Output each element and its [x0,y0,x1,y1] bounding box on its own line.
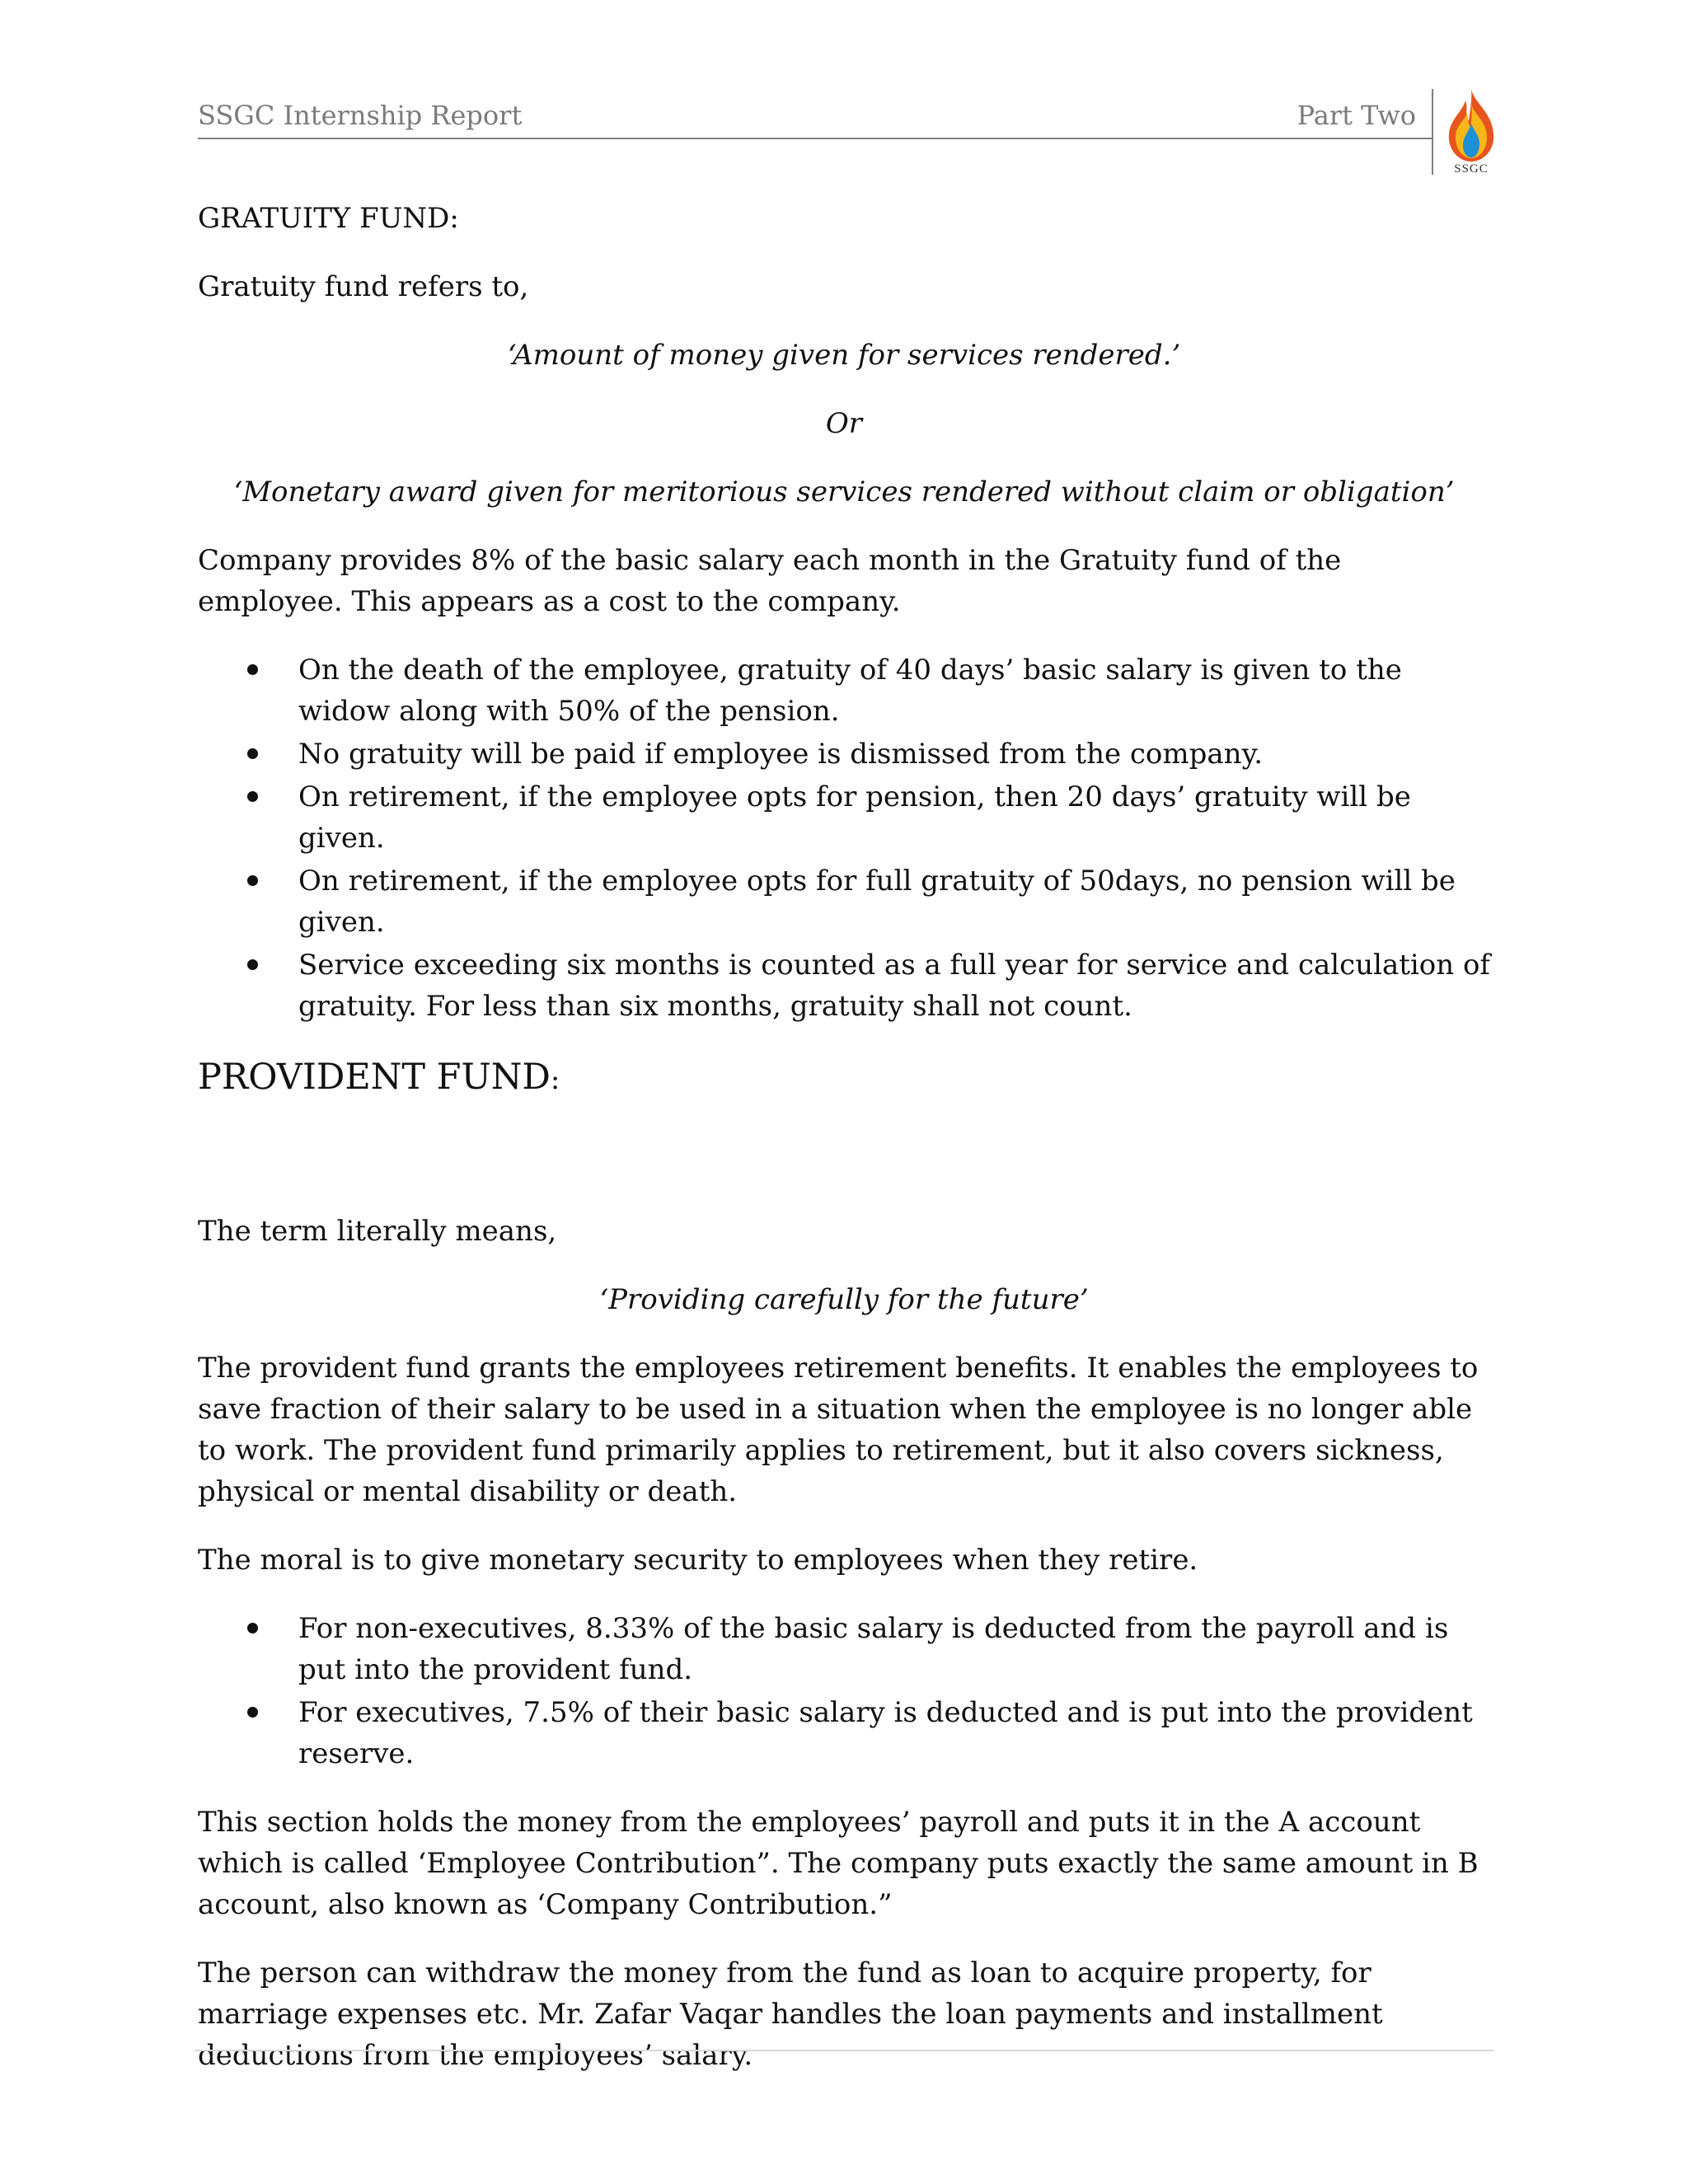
list-item: For non-executives, 8.33% of the basic salary is deducted from the payroll and is put into the provident fund. [198,1608,1490,1690]
provident-paragraph-1: The provident fund grants the employees retirement benefits. It enables the employees to save fraction of their salary to be used in a situation when the employee is no longer able to work. The provident fund primarily applies to retirement, but it also covers sickness, physical or mental disability or death. [198,1352,1479,1508]
provident-bullet-list [198,1608,1490,1774]
header-rule [198,138,1432,139]
header-section: Part Two [1296,100,1416,131]
provident-heading-colon: : [550,1063,560,1096]
list-item: No gratuity will be paid if employee is dismissed from the company. [198,733,1490,775]
logo-text: SSGC [1454,162,1489,176]
list-item: For executives, 7.5% of their basic salary is deducted and is put into the provident reserve. [198,1692,1490,1774]
provident-paragraph-2: The moral is to give monetary security to employees when they retire. [198,1544,1198,1577]
provident-quote: ‘Providing carefully for the future’ [599,1283,1089,1316]
gratuity-bullet-list [198,649,1490,1027]
gratuity-quote-1: ‘Amount of money given for services rendered.’ [507,339,1181,372]
list-item: On the death of the employee, gratuity of 40 days’ basic salary is given to the widow along with 50% of the pension. [198,649,1490,732]
list-item: Service exceeding six months is counted as a full year for service and calculation of gratuity. For less than six months, gratuity shall not count. [198,944,1490,1027]
document-body [198,198,1490,2103]
provident-intro: The term literally means, [198,1215,557,1248]
gratuity-intro: Gratuity fund refers to, [198,270,529,303]
provident-heading [198,1054,1490,1103]
header-divider [1432,89,1433,175]
provident-paragraph-3: This section holds the money from the employees’ payroll and puts it in the A account which is called ‘Employee Contribution”. The company puts exactly the same amount in B account, also known as ‘Company Contribution.” [198,1806,1479,1921]
gratuity-quote-2: ‘Monetary award given for meritorious services rendered without claim or obligation’ [233,476,1455,509]
provident-paragraph-4: The person can withdraw the money from the fund as loan to acquire property, for marriage expenses etc. Mr. Zafar Vaqar handles the loan payments and installment deductions from the employees’ salary. [198,1957,1383,2072]
gratuity-or: Or [825,407,863,440]
gratuity-paragraph: Company provides 8% of the basic salary each month in the Gratuity fund of the employee. This appears as a cost to the company. [198,544,1342,618]
header-title: SSGC Internship Report [198,100,523,131]
flame-icon [1444,87,1498,163]
spacer [198,1130,1490,1211]
list-item: On retirement, if the employee opts for pension, then 20 days’ gratuity will be given. [198,776,1490,859]
footer-rule [195,2050,1493,2051]
gratuity-heading: GRATUITY FUND: [198,202,459,235]
list-item: On retirement, if the employee opts for full gratuity of 50days, no pension will be given. [198,860,1490,943]
provident-heading-text: PROVIDENT FUND [198,1057,551,1098]
ssgc-logo [1444,87,1498,178]
